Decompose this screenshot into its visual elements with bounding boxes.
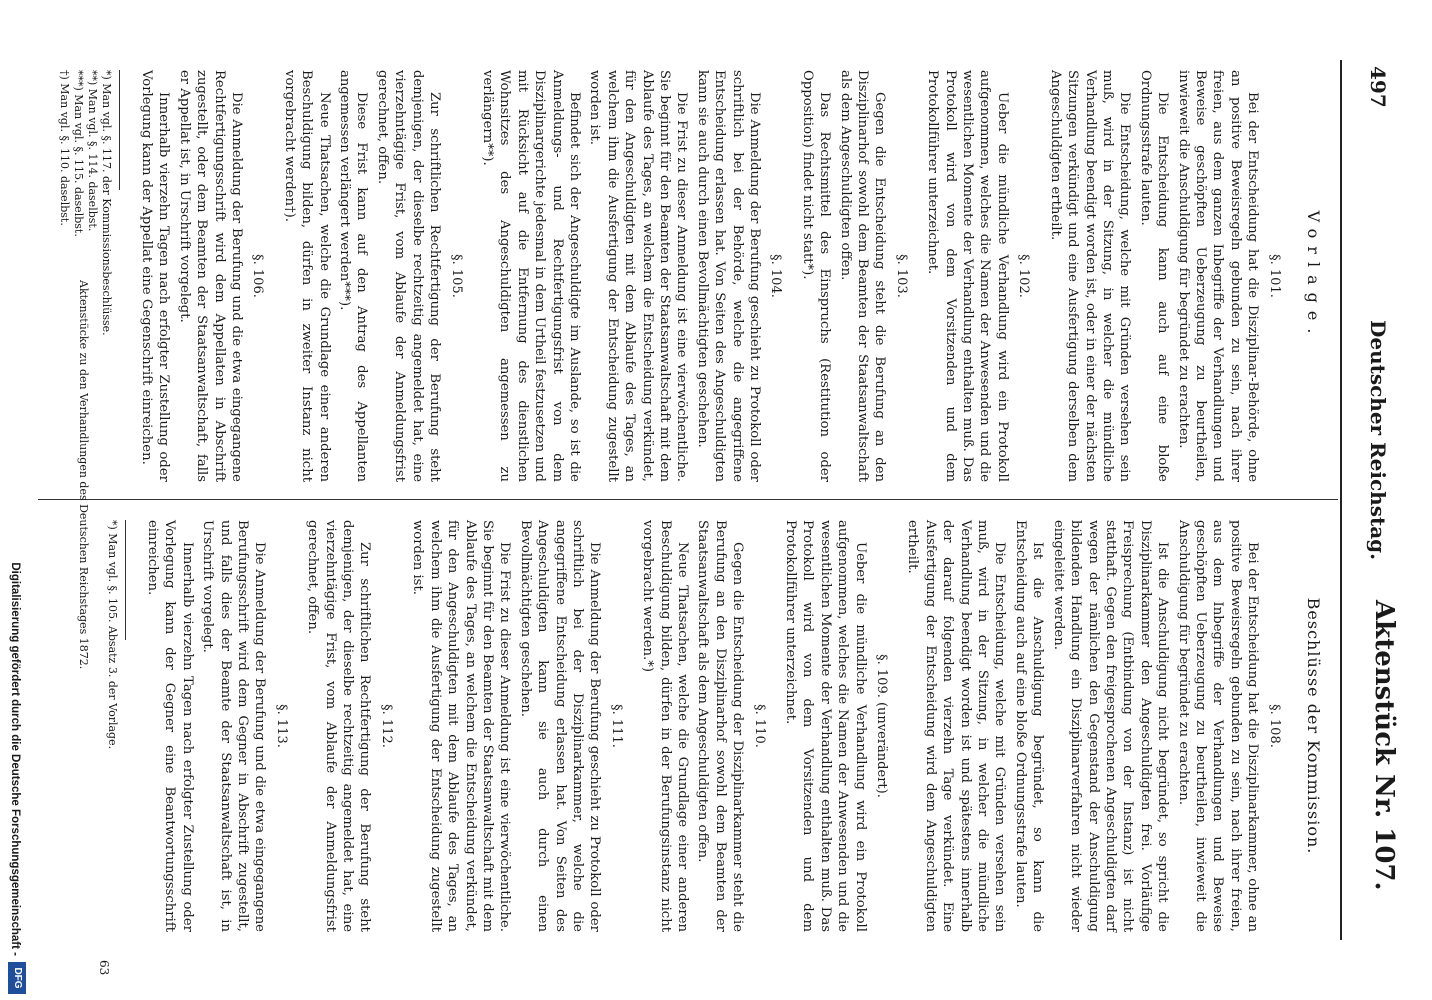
header-rule [1340, 60, 1342, 940]
paragraph: Die Entscheidung, welche mit Gründen versehen sein muß, wird in der Sitzung, in welcher die mündliche Verhandlung beendigt worden ist, oder in einer der nächsten Sitzungen verkündigt und eine Ausfertigung derselben dem Angeschuldigten ertheilt. [1047, 70, 1133, 482]
footnote-rule [119, 70, 120, 190]
paragraph: Zur schriftlichen Rechtfertigung der Berufung steht demjenigen, der dieselbe rechtzeitig angemeldet hat, eine vierzehntägige Frist, vom Ablaufe der Anmeldungsfrist gerechnet, offen. [305, 520, 373, 932]
section-number: §. 102. [1016, 254, 1032, 298]
section-number: §. 101. [1266, 254, 1282, 298]
digitization-strip [4, 0, 28, 1000]
paragraph: Die Anmeldung der Berufung und die etwa eingegangene Rechtfertigungsschrift wird dem Appellaten in Abschrift zugestellt, oder dem Beamten der Staatsanwaltschaft, falls er Appellat ist, in Urschrift vorgelegt. [176, 70, 245, 482]
paragraph: Die Frist zu dieser Anmeldung ist eine vierwöchentliche. Sie beginnt für den Beamten der Staatsanwaltschaft mit dem Ablaufe des Tages, an welchem die Entscheidung verkündet, für den Angeschuldigten mit dem Ablaufe des Tages, an welchem ihm die Ausfertigung der Entscheidung zugestellt worden ist. [587, 70, 690, 482]
header-title-left: Deutscher Reichstag. [1366, 320, 1390, 561]
footnote: †) Man vgl. §. 110. daselbst. [57, 70, 71, 226]
paragraph: Die Entscheidung, welche mit Gründen versehen sein muß, wird in der Sitzung, in welcher die mündliche Verhandlung beendigt worden ist und spätestens innerhalb der darauf folgenden vierzehn Tage verkündet. Eine Ausfertigung der Entscheidung wird dem Angeschuldigten ertheilt. [905, 520, 1008, 932]
footnote: *) Man vgl. §. 105. Absatz 3. der Vorlage. [105, 520, 119, 750]
paragraph: Neue Thatsachen, welche die Grundlage einer anderen Beschuldigung bilden, dürfen in zweiter Instanz nicht vorgebracht werden†). [281, 70, 332, 482]
section-number: §. 105. [448, 254, 464, 298]
paragraph: Die Anmeldung der Berufung geschieht zu Protokoll oder schriftlich bei der Disziplinarkammer, welche die angegriffene Entscheidung erlassen hat. Von Seiten des Angeschuldigten kann sie auch durch einen Bevollmächtigten geschehen. [517, 520, 603, 932]
column-kommission [105, 520, 1324, 932]
paragraph: Gegen die Entscheidung der Disziplinarkammer steht die Berufung an den Disziplinarhof sowohl dem Beamten der Staatsanwaltschaft als dem Angeschuldigten offen. [695, 520, 746, 932]
paragraph: Zur schriftlichen Rechtfertigung der Berufung steht demjenigen, der dieselbe rechtzeitig angemeldet hat, eine vierzehntägige Frist, vom Ablaufe der Anmeldungsfrist gerechnet, offen. [374, 70, 443, 482]
column-heading: Beschlüsse der Kommission. [1304, 597, 1323, 855]
footnote-rule [125, 520, 126, 640]
paragraph: Innerhalb vierzehn Tagen nach erfolgter Zustellung oder Vorlegung kann der Gegner eine Beantwortungsschrift einreichen. [145, 520, 195, 932]
section-number: §. 113. [273, 704, 289, 748]
paragraph: Ist die Anschuldigung nicht begründet, so spricht die Disziplinarkammer den Angeschuldigten frei. Vorläufige Freisprechung (Entbindung von der Instanz) ist nicht statthaft. Gegen den freigesprochenen Angeschuldigten darf wegen der nämlichen den Gegenstand der Anschuldigung bildenden Handlung ein Disziplinarverfahren nicht wieder eingeleitet werden. [1050, 520, 1171, 932]
paragraph: Neue Thatsachen, welche die Grundlage einer anderen Beschuldigung bilden, dürfen in der Berufungsinstanz nicht vorgebracht werden.*) [640, 520, 690, 932]
section-number: §. 112. [378, 704, 394, 748]
paragraph: Das Rechtsmittel des Einspruchs (Restitution oder Opposition) findet nicht statt*). [799, 70, 833, 482]
section-number: §. 104. [768, 254, 784, 298]
paragraph: Ueber die mündliche Verhandlung wird ein Protokoll aufgenommen, welches die Namen der Anwesenden und die wesentlichen Momente der Verhandlung enthalten muß. Das Protokoll wird von dem Vorsitzenden und dem Protokollführer unterzeichnet. [925, 70, 1010, 482]
column-heading: Vorlage. [1304, 210, 1323, 342]
footnote: ***) Man vgl. §. 115. daselbst. [71, 70, 85, 237]
page-mark: 63 [97, 960, 111, 976]
bottom-note: Aktenstücke zu den Verhandlungen des Deutschen Reichstages 1872. [77, 280, 90, 670]
paragraph: Innerhalb vierzehn Tagen nach erfolgter Zustellung oder Vorlegung kann der Appellat eine Gegenschrift einreichen. [139, 70, 172, 482]
paragraph: Die Entscheidung kann auch auf eine bloße Ordnungsstrafe lauten. [1137, 70, 1171, 482]
header-aktenstueck: Aktenstück Nr. 107. [1369, 600, 1399, 891]
column-divider [38, 499, 1338, 500]
section-number: §. 109. (unverändert). [874, 654, 890, 798]
section-number: §. 111. [608, 704, 624, 748]
dfg-logo: DFG [8, 962, 26, 994]
column-vorlage [57, 70, 1324, 482]
paragraph: Die Anmeldung der Berufung und die etwa eingegangene Berufungsschrift wird dem Gegner in Abschrift zugestellt, und falls dies der Beamte der Staatsanwaltschaft ist, in Urschrift vorgelegt. [200, 520, 268, 932]
section-number: §. 103. [893, 254, 909, 298]
digitization-text: Digitalisierung gefördert durch die Deutsche Forschungsgemeinschaft - [9, 562, 21, 956]
paragraph: Diese Frist kann auf den Antrag des Appellanten angemessen verlängert werden***). [337, 70, 370, 482]
footnote: *) Man vgl. §. 117. der Kommissionsbeschlüsse. [99, 70, 113, 336]
paragraph: Bei der Entscheidung hat die Disziplinarkammer, ohne an positive Beweisregeln gebunden zu sein, nach ihrer freien, aus dem Inbegriffe der Verhandlungen und Beweise geschöpften Ueberzeugung zu beurtheilen, inwieweit die Anschuldigung für begründet zu erachten. [1175, 520, 1261, 932]
section-number: §. 110. [751, 704, 767, 748]
paragraph: Die Anmeldung der Berufung geschieht zu Protokoll oder schriftlich bei der Behörde, welche die angegriffene Entscheidung erlassen hat. Von Seiten des Angeschuldigten kann sie auch durch einen Bevollmächtigten geschehen. [694, 70, 763, 482]
page-number: 497 [1366, 66, 1390, 108]
paragraph: Ueber die mündliche Verhandlung wird ein Protokoll aufgenommen, welches die Namen der Anwesenden und die wesentlichen Momente der Verhandlung enthalten muß. Das Protokoll wird von dem Vorsitzenden und dem Protokollführer unterzeichnet. [783, 520, 868, 932]
section-number: §. 108. [1266, 704, 1282, 748]
paragraph: Die Frist zu dieser Anmeldung ist eine vierwöchentliche. Sie beginnt für den Beamten der Staatsanwaltschaft mit dem Ablaufe des Tages, an welchem die Entscheidung verkündet, für den Angeschuldigten mit dem Ablaufe des Tages, an welchem ihm die Ausfertigung der Entscheidung zugestellt worden ist. [410, 520, 513, 932]
page-header [1348, 0, 1399, 1000]
paragraph: Bei der Entscheidung hat die Disziplinar-Behörde, ohne an positive Beweisregeln gebunden zu sein, nach ihrer freien, aus dem ganzen Inbegriffe der Verhandlungen und Beweise geschöpften Ueberzeugung zu beurtheilen, inwieweit die Anschuldigung für begründet zu erachten. [1175, 70, 1261, 482]
paragraph: Gegen die Entscheidung steht die Berufung an den Disziplinarhof sowohl dem Beamten der Staatsanwaltschaft als dem Angeschuldigten offen. [837, 70, 888, 482]
section-number: §. 106. [250, 254, 266, 298]
paragraph: Befindet sich der Angeschuldigte im Auslande, so ist die Anmeldungs- und Rechtfertigungsfrist von dem Disziplinargerichte jedesmal in dem Urtheil festzusetzen und mit Rücksicht auf die Entfernung des dienstlichen Wohnsitzes des Angeschuldigten angemessen zu verlängern**). [479, 70, 582, 482]
footnote: **) Man vgl. §. 114. daselbst. [85, 70, 99, 232]
paragraph: Ist die Anschuldigung begründet, so kann die Entscheidung auch auf eine bloße Ordnungsstrafe lauten. [1012, 520, 1046, 932]
